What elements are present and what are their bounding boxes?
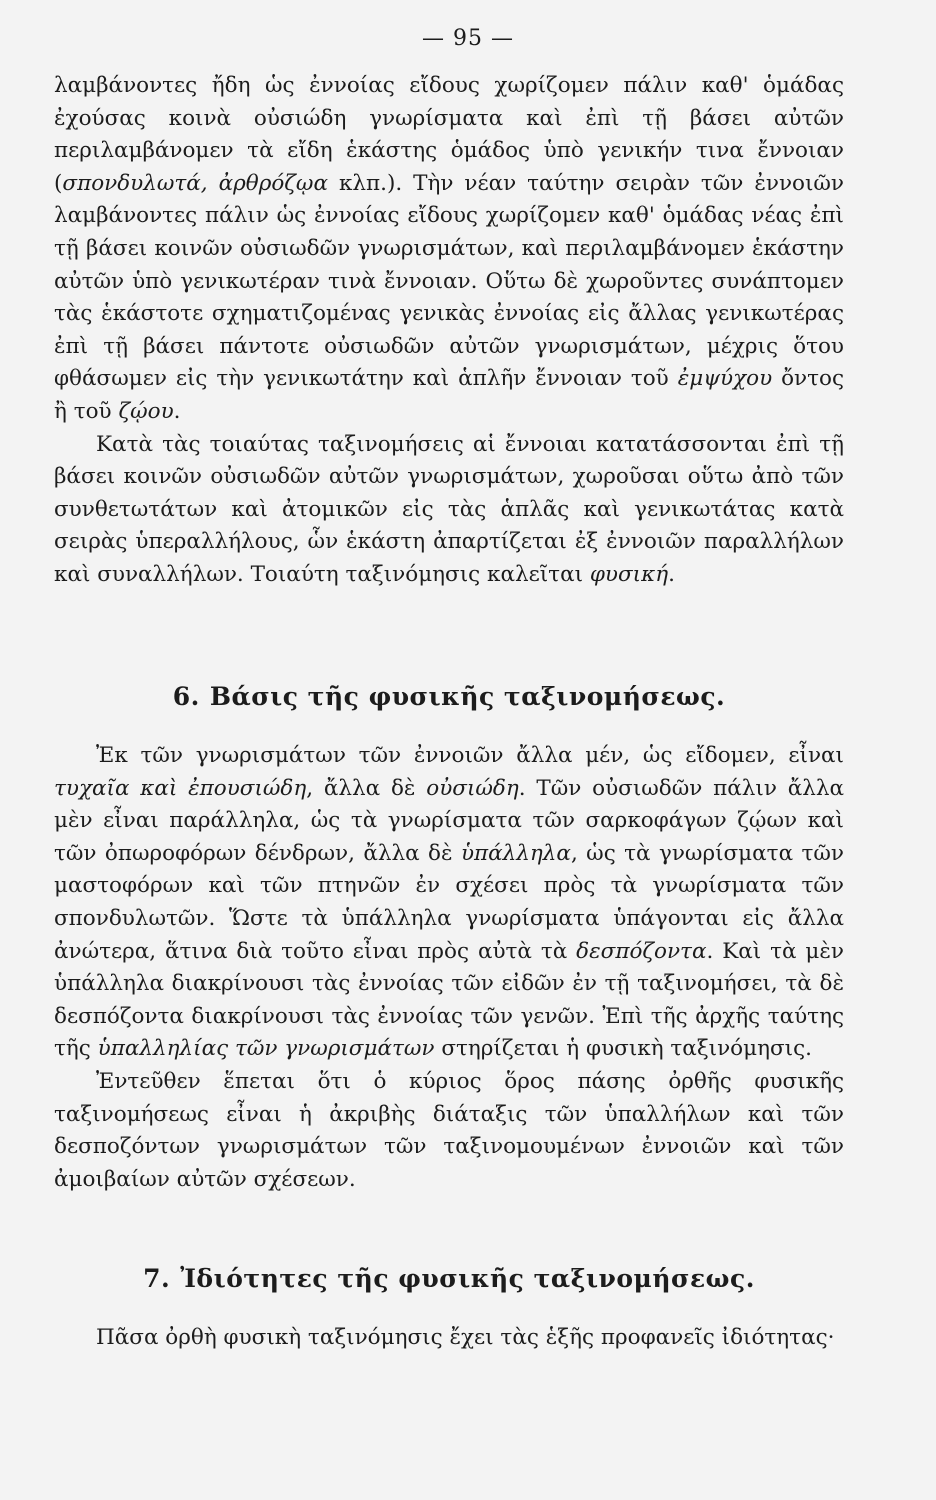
italic-term: ὑπαλληλίας τῶν γνωρισμάτων [97, 1036, 435, 1062]
text-block-intro [54, 70, 844, 592]
paragraph [54, 740, 844, 1066]
italic-term: ἐμψύχου [677, 366, 773, 392]
text-run: , ἄλλα δὲ [306, 775, 427, 801]
text-run: , ὡς τὰ γνωρίσματα τῶν μαστοφόρων καὶ τῶν πτηνῶν ἐν σχέσει πρὸς τὰ γνωρίσματα τῶν σπονδυλωτῶν. Ὥστε τὰ ὑπάλληλα γνωρίσματα ὑπάγονται εἰς ἄλλα ἀνώτερα, ἅτινα διὰ τοῦτο εἶναι πρὸς αὐτὰ τὰ [54, 840, 844, 964]
italic-term: δεσπόζοντα [576, 938, 707, 964]
text-block-section-7 [54, 1322, 844, 1355]
text-run: κλπ.). Τὴν νέαν ταύτην σειρὰν τῶν ἐννοιῶν λαμβάνοντες πάλιν ὡς ἐννοίας εἴδους χωρίζομεν καθ' ὁμάδας νέας ἐπὶ τῇ βάσει κοινῶν οὐσιωδῶν γνωρισμάτων, καὶ περιλαμβάνομεν ἑκάστην αὐτῶν ὑπὸ γενικωτέραν τινὰ ἔννοιαν. Οὕτω δὲ χωροῦντες συνάπτομεν τὰς ἑκάστοτε σχηματιζομένας γενικὰς ἐννοίας εἰς ἄλλας γενικωτέρας ἐπὶ τῇ βάσει πάντοτε οὐσιωδῶν αὐτῶν γνωρισμάτων, μέχρις ὅτου φθάσωμεν εἰς τὴν γενικωτάτην καὶ ἁπλῆν ἔννοιαν τοῦ [54, 170, 844, 392]
text-block-section-6 [54, 740, 844, 1196]
section-title: Βάσις τῆς φυσικῆς ταξινομήσεως. [209, 682, 726, 711]
text-run: . [173, 398, 181, 424]
section-number: 6. [172, 682, 200, 711]
paragraph [54, 429, 844, 592]
text-run: . Τῶν οὐσιωδῶν πάλιν ἄλλα μὲν εἶναι παράλληλα, ὡς τὰ γνωρίσματα τῶν σαρκοφάγων ζῴων καὶ τῶν ὀπωροφόρων δένδρων, ἄλλα δὲ [54, 775, 845, 866]
text-run: λαμβάνοντες ἤδη ὡς ἐννοίας εἴδους χωρίζομεν πάλιν καθ' ὁμάδας ἐχούσας κοινὰ οὐσιώδη γνωρίσματα καὶ ἐπὶ τῇ βάσει αὐτῶν περιλαμβάνομεν τὰ εἴδη ἑκάστης ὁμάδος ὑπὸ γενικήν τινα ἔννοιαν ( [54, 73, 844, 196]
page-number: — 95 — [422, 26, 514, 51]
italic-term: οὐσιώδη [426, 775, 519, 801]
paragraph: Πᾶσα ὀρθὴ φυσικὴ ταξινόμησις ἔχει τὰς ἑξῆς προφανεῖς ἰδιότητας· [96, 1325, 835, 1350]
text-run: ὄντος ἢ τοῦ [54, 366, 844, 424]
paragraph [54, 70, 844, 429]
text-run: στηρίζεται ἡ φυσικὴ ταξινόμησις. [434, 1036, 812, 1062]
section-title: Ἰδιότητες τῆς φυσικῆς ταξινομήσεως. [180, 1264, 755, 1293]
text-run: Ἐκ τῶν γνωρισμάτων τῶν ἐννοιῶν ἄλλα μέν, ὡς εἴδομεν, εἶναι [96, 743, 844, 768]
italic-term: τυχαῖα καὶ ἐπουσιώδη [54, 775, 307, 801]
italic-term: ζῴου [118, 398, 174, 424]
text-run: . [668, 561, 675, 587]
text-run: Κατὰ τὰς τοιαύτας ταξινομήσεις αἱ ἔννοιαι κατατάσσονται ἐπὶ τῇ βάσει κοινῶν οὐσιωδῶν αὐτῶν γνωρισμάτων, χωροῦσαι οὕτω ἀπὸ τῶν συνθετωτάτων καὶ ἀτομικῶν εἰς τὰς ἁπλᾶς καὶ γενικωτάτας κατὰ σειρὰς ὑπεραλλήλους, ὧν ἑκάστη ἀπαρτίζεται ἐξ ἐννοιῶν παραλλήλων καὶ συναλλήλων. Τοιαύτη ταξινόμησις καλεῖται [54, 431, 844, 587]
section-heading-7 [54, 1264, 844, 1293]
italic-term: φυσική [589, 561, 669, 587]
section-heading-6 [54, 682, 844, 711]
italic-term: σπονδυλωτά, ἀρθρόζῳα [62, 170, 328, 196]
text-run: . Καὶ τὰ μὲν ὑπάλληλα διακρίνουσι τὰς ἐννοίας τῶν εἰδῶν ἐν τῇ ταξινομήσει, τὰ δὲ δεσπόζοντα διακρίνουσι τὰς ἐννοίας τῶν γενῶν. Ἐπὶ τῆς ἀρχῆς ταύτης τῆς [54, 938, 844, 1062]
italic-term: ὑπάλληλα [460, 840, 571, 866]
section-number: 7. [143, 1264, 171, 1293]
paragraph: Ἐντεῦθεν ἕπεται ὅτι ὁ κύριος ὅρος πάσης ὀρθῆς φυσικῆς ταξινομήσεως εἶναι ἡ ἀκριβὴς διάταξις τῶν ὑπαλλήλων καὶ τῶν δεσποζόντων γνωρισμάτων τῶν ταξινομουμένων ἐννοιῶν καὶ τῶν ἀμοιβαίων αὐτῶν σχέσεων. [54, 1068, 844, 1192]
